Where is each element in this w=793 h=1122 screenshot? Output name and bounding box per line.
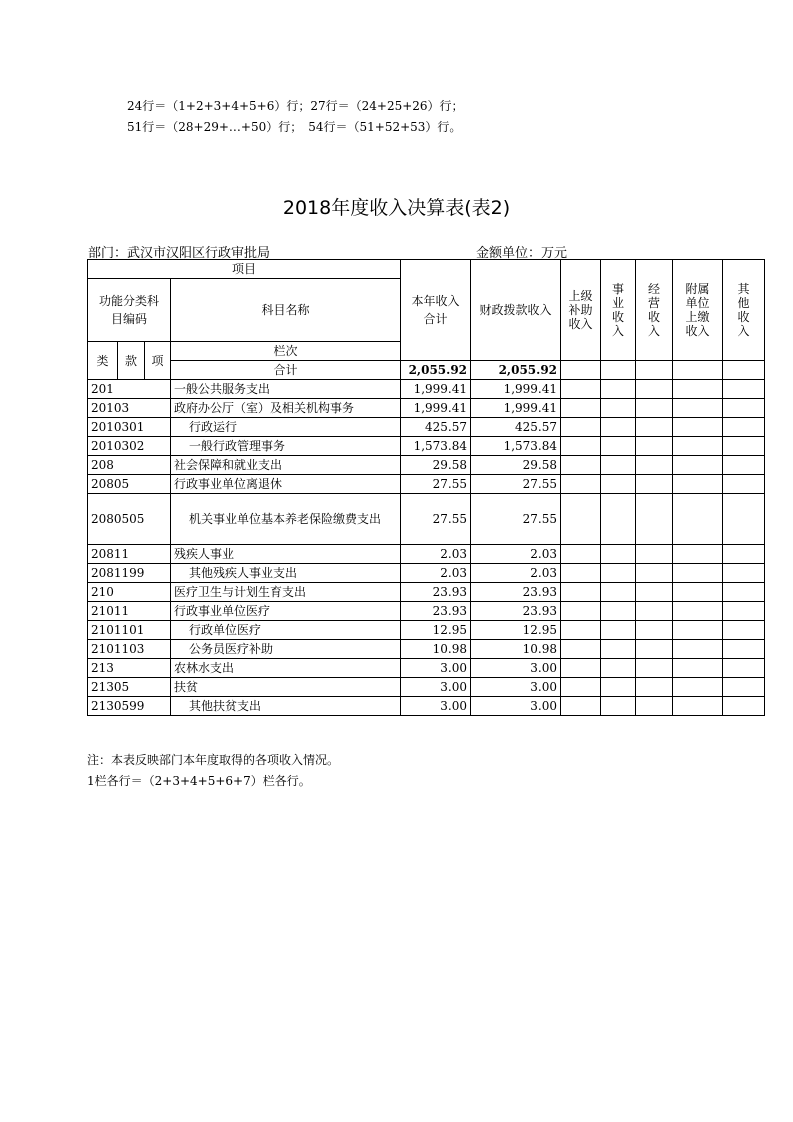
row-subject-name: 一般公共服务支出 — [171, 380, 401, 399]
income-table — [87, 259, 765, 716]
row-value-total: 23.93 — [401, 602, 471, 621]
row-empty-cell — [673, 399, 723, 418]
table-row — [88, 621, 765, 640]
header-col-upper: 上级补助收入 — [561, 260, 601, 361]
row-empty-cell — [673, 621, 723, 640]
row-empty-cell — [561, 418, 601, 437]
row-code: 20805 — [88, 475, 171, 494]
row-value-fiscal: 2.03 — [471, 545, 561, 564]
row-value-total: 23.93 — [401, 583, 471, 602]
row-code: 21305 — [88, 678, 171, 697]
row-empty-cell — [561, 399, 601, 418]
table-row — [88, 418, 765, 437]
row-value-fiscal: 3.00 — [471, 697, 561, 716]
row-empty-cell — [561, 697, 601, 716]
row-value-fiscal: 1,999.41 — [471, 399, 561, 418]
page-title: 2018年度收入决算表(表2) — [282, 197, 511, 219]
row-value-fiscal: 10.98 — [471, 640, 561, 659]
row-value-total: 3.00 — [401, 678, 471, 697]
row-code: 2101101 — [88, 621, 171, 640]
row-empty-cell — [561, 659, 601, 678]
row-empty-cell — [723, 494, 765, 545]
row-code: 21011 — [88, 602, 171, 621]
row-empty-cell — [673, 602, 723, 621]
header-subject-name: 科目名称 — [171, 279, 401, 342]
footnote-2: 1栏各行＝（2+3+4+5+6+7）栏各行。 — [87, 774, 311, 788]
row-value-total: 3.00 — [401, 659, 471, 678]
row-empty-cell — [561, 602, 601, 621]
row-empty-cell — [636, 494, 673, 545]
table-row — [88, 697, 765, 716]
row-empty-cell — [673, 475, 723, 494]
header-col-operating: 经营收入 — [636, 260, 673, 361]
row-value-total: 10.98 — [401, 640, 471, 659]
row-empty-cell — [561, 564, 601, 583]
row-value-total: 12.95 — [401, 621, 471, 640]
header-col-other: 其他收入 — [723, 260, 765, 361]
row-empty-cell — [673, 437, 723, 456]
row-empty-cell — [723, 437, 765, 456]
row-empty-cell — [636, 399, 673, 418]
row-empty-cell — [601, 418, 636, 437]
row-subject-name: 行政事业单位医疗 — [171, 602, 401, 621]
row-value-total: 2.03 — [401, 564, 471, 583]
row-empty-cell — [723, 621, 765, 640]
row-value-total: 27.55 — [401, 494, 471, 545]
row-value-fiscal: 3.00 — [471, 659, 561, 678]
table-row — [88, 545, 765, 564]
row-code: 20811 — [88, 545, 171, 564]
row-value-fiscal: 23.93 — [471, 583, 561, 602]
row-code: 2010302 — [88, 437, 171, 456]
row-subject-name: 社会保障和就业支出 — [171, 456, 401, 475]
row-value-fiscal: 29.58 — [471, 456, 561, 475]
row-empty-cell — [723, 678, 765, 697]
row-empty-cell — [723, 564, 765, 583]
table-row — [88, 659, 765, 678]
table-row — [88, 583, 765, 602]
row-empty-cell — [723, 659, 765, 678]
header-col-business: 事业收入 — [601, 260, 636, 361]
row-empty-cell — [561, 456, 601, 475]
row-subject-name: 扶贫 — [171, 678, 401, 697]
row-empty-cell — [636, 564, 673, 583]
row-subject-name: 机关事业单位基本养老保险缴费支出 — [171, 494, 401, 545]
row-value-total: 425.57 — [401, 418, 471, 437]
total-label: 合计 — [171, 361, 401, 380]
row-empty-cell — [636, 602, 673, 621]
row-subject-name: 其他扶贫支出 — [171, 697, 401, 716]
row-empty-cell — [636, 640, 673, 659]
row-empty-cell — [673, 418, 723, 437]
footnote-1: 注：本表反映部门本年度取得的各项收入情况。 — [87, 753, 340, 767]
row-empty-cell — [636, 621, 673, 640]
total-value-2: 2,055.92 — [471, 361, 561, 380]
row-empty-cell — [673, 659, 723, 678]
row-empty-cell — [601, 697, 636, 716]
row-empty-cell — [601, 659, 636, 678]
row-code: 210 — [88, 583, 171, 602]
row-value-total: 1,999.41 — [401, 380, 471, 399]
row-code: 201 — [88, 380, 171, 399]
row-code: 2010301 — [88, 418, 171, 437]
row-empty-cell — [723, 640, 765, 659]
table-row — [88, 399, 765, 418]
row-value-total: 29.58 — [401, 456, 471, 475]
header-lanci: 栏次 — [171, 342, 401, 361]
row-subject-name: 公务员医疗补助 — [171, 640, 401, 659]
row-code: 2130599 — [88, 697, 171, 716]
row-empty-cell — [561, 545, 601, 564]
row-empty-cell — [601, 494, 636, 545]
row-empty-cell — [673, 583, 723, 602]
row-empty-cell — [636, 678, 673, 697]
row-code: 208 — [88, 456, 171, 475]
row-empty-cell — [636, 697, 673, 716]
header-col-fiscal: 财政拨款收入 — [471, 260, 561, 361]
row-subject-name: 医疗卫生与计划生育支出 — [171, 583, 401, 602]
header-lei: 类 — [88, 342, 118, 380]
row-empty-cell — [673, 564, 723, 583]
row-empty-cell — [561, 621, 601, 640]
header-project: 项目 — [88, 260, 401, 279]
header-func-code: 功能分类科目编码 — [88, 279, 171, 342]
table-row — [88, 678, 765, 697]
row-empty-cell — [636, 583, 673, 602]
row-empty-cell — [673, 494, 723, 545]
row-empty-cell — [636, 456, 673, 475]
row-value-fiscal: 2.03 — [471, 564, 561, 583]
row-empty-cell — [673, 640, 723, 659]
row-value-fiscal: 1,999.41 — [471, 380, 561, 399]
row-empty-cell — [561, 583, 601, 602]
row-value-fiscal: 3.00 — [471, 678, 561, 697]
row-empty-cell — [673, 678, 723, 697]
row-empty-cell — [601, 380, 636, 399]
row-empty-cell — [601, 456, 636, 475]
row-empty-cell — [673, 456, 723, 475]
row-empty-cell — [723, 399, 765, 418]
unit-label: 金额单位：万元 — [476, 246, 568, 261]
row-empty-cell — [723, 602, 765, 621]
table-row — [88, 640, 765, 659]
row-value-fiscal: 12.95 — [471, 621, 561, 640]
row-empty-cell — [636, 545, 673, 564]
row-value-total: 1,573.84 — [401, 437, 471, 456]
top-note-2: 51行＝（28+29+…+50）行； 54行＝（51+52+53）行。 — [127, 120, 462, 134]
row-empty-cell — [601, 678, 636, 697]
row-value-total: 27.55 — [401, 475, 471, 494]
row-value-fiscal: 425.57 — [471, 418, 561, 437]
row-empty-cell — [601, 545, 636, 564]
row-empty-cell — [636, 418, 673, 437]
row-empty-cell — [601, 475, 636, 494]
row-empty-cell — [636, 437, 673, 456]
row-empty-cell — [723, 380, 765, 399]
row-empty-cell — [561, 380, 601, 399]
row-empty-cell — [561, 475, 601, 494]
row-value-total: 2.03 — [401, 545, 471, 564]
row-subject-name: 农林水支出 — [171, 659, 401, 678]
row-value-total: 3.00 — [401, 697, 471, 716]
row-code: 2080505 — [88, 494, 171, 545]
row-subject-name: 残疾人事业 — [171, 545, 401, 564]
row-code: 213 — [88, 659, 171, 678]
row-subject-name: 其他残疾人事业支出 — [171, 564, 401, 583]
header-kuan: 款 — [118, 342, 145, 380]
top-note-1: 24行＝（1+2+3+4+5+6）行；27行＝（24+25+26）行； — [127, 99, 464, 113]
row-empty-cell — [723, 456, 765, 475]
row-subject-name: 政府办公厅（室）及相关机构事务 — [171, 399, 401, 418]
table-row — [88, 602, 765, 621]
header-col-total: 本年收入合计 — [401, 260, 471, 361]
row-value-fiscal: 23.93 — [471, 602, 561, 621]
row-empty-cell — [601, 640, 636, 659]
row-empty-cell — [636, 659, 673, 678]
row-subject-name: 行政事业单位离退休 — [171, 475, 401, 494]
row-empty-cell — [723, 418, 765, 437]
row-empty-cell — [561, 437, 601, 456]
table-row — [88, 456, 765, 475]
row-empty-cell — [723, 545, 765, 564]
row-empty-cell — [561, 494, 601, 545]
table-row — [88, 494, 765, 545]
row-empty-cell — [601, 399, 636, 418]
table-row — [88, 380, 765, 399]
row-subject-name: 行政运行 — [171, 418, 401, 437]
row-empty-cell — [601, 602, 636, 621]
row-empty-cell — [561, 678, 601, 697]
row-empty-cell — [636, 475, 673, 494]
department-label: 部门：武汉市汉阳区行政审批局 — [88, 246, 271, 261]
table-row — [88, 437, 765, 456]
header-xiang: 项 — [145, 342, 171, 380]
row-empty-cell — [723, 697, 765, 716]
row-code: 2081199 — [88, 564, 171, 583]
table-row — [88, 475, 765, 494]
row-empty-cell — [673, 545, 723, 564]
row-subject-name: 一般行政管理事务 — [171, 437, 401, 456]
row-value-fiscal: 1,573.84 — [471, 437, 561, 456]
row-empty-cell — [673, 697, 723, 716]
row-code: 2101103 — [88, 640, 171, 659]
row-empty-cell — [601, 437, 636, 456]
header-col-affiliate: 附属单位上缴收入 — [673, 260, 723, 361]
row-empty-cell — [636, 380, 673, 399]
table-row — [88, 564, 765, 583]
row-subject-name: 行政单位医疗 — [171, 621, 401, 640]
row-empty-cell — [723, 583, 765, 602]
row-empty-cell — [561, 640, 601, 659]
row-value-fiscal: 27.55 — [471, 494, 561, 545]
total-value-1: 2,055.92 — [401, 361, 471, 380]
row-empty-cell — [601, 583, 636, 602]
row-value-fiscal: 27.55 — [471, 475, 561, 494]
row-empty-cell — [723, 475, 765, 494]
row-empty-cell — [673, 380, 723, 399]
row-value-total: 1,999.41 — [401, 399, 471, 418]
row-empty-cell — [601, 621, 636, 640]
row-code: 20103 — [88, 399, 171, 418]
row-empty-cell — [601, 564, 636, 583]
